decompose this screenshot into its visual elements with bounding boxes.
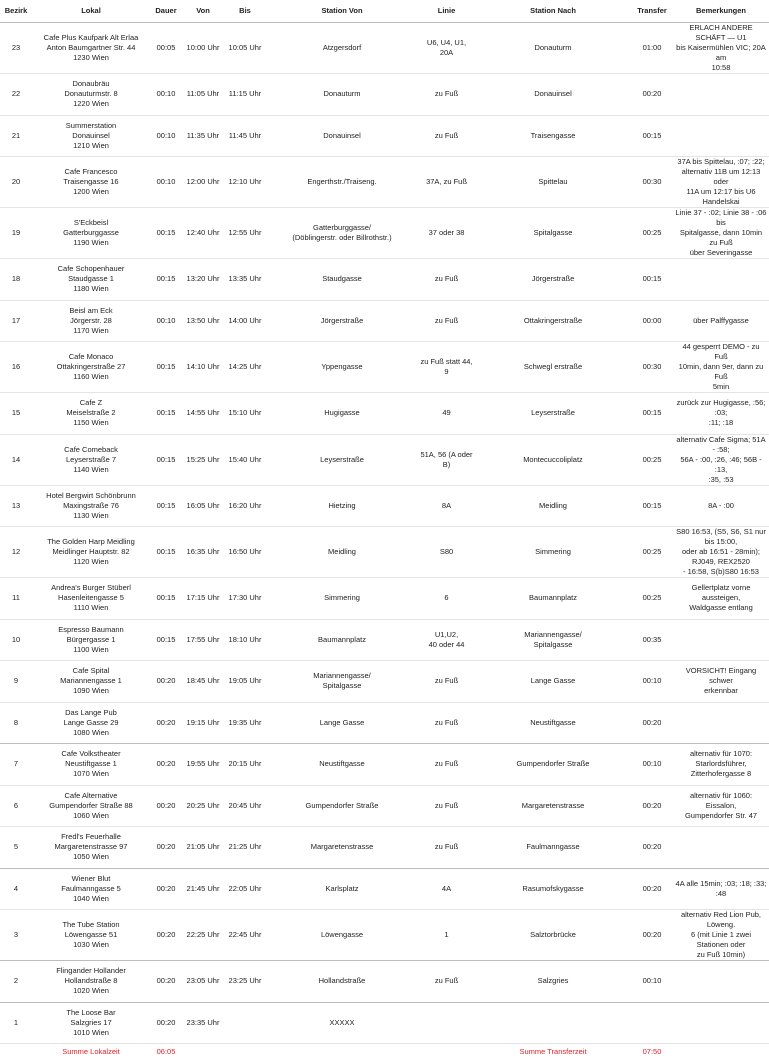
cell-transfer: 00:30 bbox=[631, 157, 673, 208]
cell-dauer: 00:20 bbox=[150, 961, 182, 1003]
cell-linie: 49 bbox=[418, 393, 475, 435]
cell-lokal: Das Lange Pub Lange Gasse 29 1080 Wien bbox=[32, 702, 150, 744]
cell-transfer: 00:15 bbox=[631, 485, 673, 527]
cell-linie: 4A bbox=[418, 868, 475, 910]
cell-transfer: 00:20 bbox=[631, 74, 673, 116]
cell-dauer: 00:20 bbox=[150, 868, 182, 910]
cell-station-nach: Meidling bbox=[475, 485, 631, 527]
cell-von: 13:20 Uhr bbox=[182, 259, 224, 301]
table-row bbox=[0, 208, 769, 259]
cell-bemerkungen: ERLACH ANDERE SCHÄFT — U1 bis Kaisermühlen VIC; 20A am 10:58 bbox=[673, 23, 769, 74]
cell-bemerkungen bbox=[673, 702, 769, 744]
cell-bezirk: 4 bbox=[0, 868, 32, 910]
cell-bezirk: 19 bbox=[0, 208, 32, 259]
summe-transferzeit-label: Summe Transferzeit bbox=[519, 1046, 587, 1056]
cell-station-nach: Neustiftgasse bbox=[475, 702, 631, 744]
cell-transfer: 00:10 bbox=[631, 744, 673, 786]
cell-lokal: Cafe Francesco Traisengasse 16 1200 Wien bbox=[32, 157, 150, 208]
cell-linie: 8A bbox=[418, 485, 475, 527]
cell-bemerkungen: 4A alle 15min; :03; :18; :33; :48 bbox=[673, 868, 769, 910]
table-row bbox=[0, 157, 769, 208]
cell-bemerkungen: alternativ für 1060: Eissalon, Gumpendorfer Str. 47 bbox=[673, 785, 769, 827]
cell-linie: zu Fuß bbox=[418, 785, 475, 827]
cell-von: 14:10 Uhr bbox=[182, 342, 224, 393]
cell-lokal: Cafe Schopenhauer Staudgasse 1 1180 Wien bbox=[32, 259, 150, 301]
cell-von: 12:40 Uhr bbox=[182, 208, 224, 259]
cell-station-nach: Salzgries bbox=[475, 961, 631, 1003]
cell-bis bbox=[224, 1002, 266, 1044]
cell-transfer: 00:15 bbox=[631, 259, 673, 301]
cell-station-nach: Margaretenstrasse bbox=[475, 785, 631, 827]
cell-von: 21:45 Uhr bbox=[182, 868, 224, 910]
cell-lokal: The Golden Harp Meidling Meidlinger Hauptstr. 82 1120 Wien bbox=[32, 527, 150, 578]
cell-linie: 37A, zu Fuß bbox=[418, 157, 475, 208]
cell-station-von: Donauinsel bbox=[266, 115, 418, 157]
table-row bbox=[0, 910, 769, 961]
cell-dauer: 00:20 bbox=[150, 910, 182, 961]
cell-transfer: 00:20 bbox=[631, 702, 673, 744]
cell-linie: zu Fuß bbox=[418, 300, 475, 342]
cell-bezirk: 7 bbox=[0, 744, 32, 786]
cell-transfer: 00:15 bbox=[631, 115, 673, 157]
cell-station-von: Lange Gasse bbox=[266, 702, 418, 744]
cell-linie: zu Fuß bbox=[418, 661, 475, 703]
cell-station-nach: Jörgerstraße bbox=[475, 259, 631, 301]
cell-bis: 16:50 Uhr bbox=[224, 527, 266, 578]
cell-dauer: 00:15 bbox=[150, 208, 182, 259]
header-station-von: Station Von bbox=[266, 0, 418, 23]
cell-bemerkungen: alternativ Cafe Sigma; 51A - :58; 56A - :00, :26, :46; 56B - :13, :35, :53 bbox=[673, 434, 769, 485]
cell-von: 16:05 Uhr bbox=[182, 485, 224, 527]
cell-bis: 19:05 Uhr bbox=[224, 661, 266, 703]
cell-bis: 12:10 Uhr bbox=[224, 157, 266, 208]
cell-von: 17:55 Uhr bbox=[182, 619, 224, 661]
cell-bezirk: 21 bbox=[0, 115, 32, 157]
cell-station-von: Baumannplatz bbox=[266, 619, 418, 661]
cell-dauer: 00:15 bbox=[150, 342, 182, 393]
cell-station-von: Donauturm bbox=[266, 74, 418, 116]
cell-bis: 10:05 Uhr bbox=[224, 23, 266, 74]
table-row bbox=[0, 485, 769, 527]
cell-lokal: Flingander Hollander Hollandstraße 8 1020 Wien bbox=[32, 961, 150, 1003]
cell-bezirk: 15 bbox=[0, 393, 32, 435]
cell-station-von: Jörgerstraße bbox=[266, 300, 418, 342]
summe-lokalzeit-value: 06:05 bbox=[156, 1046, 176, 1056]
cell-bemerkungen: zurück zur Hugigasse, :56; :03; :11; :18 bbox=[673, 393, 769, 435]
cell-bemerkungen bbox=[673, 827, 769, 869]
cell-dauer: 00:20 bbox=[150, 744, 182, 786]
cell-lokal: S'Eckbeisl Gatterburggasse 1190 Wien bbox=[32, 208, 150, 259]
cell-linie: U1,U2, 40 oder 44 bbox=[418, 619, 475, 661]
cell-bezirk: 17 bbox=[0, 300, 32, 342]
cell-dauer: 00:15 bbox=[150, 259, 182, 301]
cell-transfer: 00:00 bbox=[631, 300, 673, 342]
cell-dauer: 00:20 bbox=[150, 827, 182, 869]
table-row bbox=[0, 961, 769, 1003]
cell-lokal: Cafe Spital Mariannengasse 1 1090 Wien bbox=[32, 661, 150, 703]
cell-bemerkungen: 44 gesperrt DEMO - zu Fuß 10min, dann 9er, dann zu Fuß 5min bbox=[673, 342, 769, 393]
table-row bbox=[0, 115, 769, 157]
cell-bemerkungen bbox=[673, 961, 769, 1003]
cell-lokal: Cafe Monaco Ottakringerstraße 27 1160 Wien bbox=[32, 342, 150, 393]
cell-dauer: 00:20 bbox=[150, 785, 182, 827]
table-row bbox=[0, 868, 769, 910]
cell-bezirk: 18 bbox=[0, 259, 32, 301]
cell-transfer: 00:20 bbox=[631, 785, 673, 827]
cell-von: 11:05 Uhr bbox=[182, 74, 224, 116]
cell-von: 18:45 Uhr bbox=[182, 661, 224, 703]
cell-bemerkungen: VORSICHT! Eingang schwer erkennbar bbox=[673, 661, 769, 703]
cell-lokal: Wiener Blut Faulmanngasse 5 1040 Wien bbox=[32, 868, 150, 910]
cell-station-von: Karlsplatz bbox=[266, 868, 418, 910]
table-row bbox=[0, 744, 769, 786]
cell-dauer: 00:10 bbox=[150, 157, 182, 208]
cell-station-von: Mariannengasse/ Spitalgasse bbox=[266, 661, 418, 703]
cell-transfer: 00:35 bbox=[631, 619, 673, 661]
cell-transfer: 00:10 bbox=[631, 961, 673, 1003]
header-row bbox=[0, 0, 769, 23]
cell-bezirk: 2 bbox=[0, 961, 32, 1003]
cell-dauer: 00:10 bbox=[150, 300, 182, 342]
cell-bezirk: 20 bbox=[0, 157, 32, 208]
cell-bezirk: 3 bbox=[0, 910, 32, 961]
cell-station-von: Margaretenstrasse bbox=[266, 827, 418, 869]
cell-bis: 11:45 Uhr bbox=[224, 115, 266, 157]
cell-station-nach: Baumannplatz bbox=[475, 578, 631, 620]
cell-station-nach: Ottakringerstraße bbox=[475, 300, 631, 342]
cell-station-nach: Montecuccoliplatz bbox=[475, 434, 631, 485]
cell-lokal: Hotel Bergwirt Schönbrunn Maxingstraße 76 1130 Wien bbox=[32, 485, 150, 527]
cell-dauer: 00:20 bbox=[150, 702, 182, 744]
cell-bemerkungen bbox=[673, 259, 769, 301]
cell-station-von: Hietzing bbox=[266, 485, 418, 527]
cell-von: 14:55 Uhr bbox=[182, 393, 224, 435]
summary-row bbox=[0, 1044, 769, 1060]
cell-bis: 14:25 Uhr bbox=[224, 342, 266, 393]
cell-bis: 15:40 Uhr bbox=[224, 434, 266, 485]
cell-bemerkungen: alternativ für 1070: Starlordsführer, Zitterhofergasse 8 bbox=[673, 744, 769, 786]
cell-lokal: The Tube Station Löwengasse 51 1030 Wien bbox=[32, 910, 150, 961]
cell-lokal: Espresso Baumann Bürgergasse 1 1100 Wien bbox=[32, 619, 150, 661]
cell-bezirk: 8 bbox=[0, 702, 32, 744]
cell-bemerkungen bbox=[673, 115, 769, 157]
cell-linie: 37 oder 38 bbox=[418, 208, 475, 259]
cell-bemerkungen: über Palffygasse bbox=[673, 300, 769, 342]
cell-bemerkungen bbox=[673, 74, 769, 116]
cell-bemerkungen bbox=[673, 619, 769, 661]
cell-lokal: Cafe Comeback Leyserstraße 7 1140 Wien bbox=[32, 434, 150, 485]
cell-transfer: 00:15 bbox=[631, 393, 673, 435]
cell-lokal: Fredl's Feuerhalle Margaretenstrasse 97 1050 Wien bbox=[32, 827, 150, 869]
cell-bemerkungen bbox=[673, 1002, 769, 1044]
cell-station-nach: Gumpendorfer Straße bbox=[475, 744, 631, 786]
cell-dauer: 00:15 bbox=[150, 434, 182, 485]
cell-bezirk: 22 bbox=[0, 74, 32, 116]
cell-bezirk: 14 bbox=[0, 434, 32, 485]
header-lokal: Lokal bbox=[32, 0, 150, 23]
table-row bbox=[0, 259, 769, 301]
cell-station-nach: Donauturm bbox=[475, 23, 631, 74]
cell-dauer: 00:15 bbox=[150, 485, 182, 527]
table-row bbox=[0, 827, 769, 869]
cell-von: 12:00 Uhr bbox=[182, 157, 224, 208]
cell-transfer: 00:25 bbox=[631, 527, 673, 578]
cell-bezirk: 1 bbox=[0, 1002, 32, 1044]
cell-bemerkungen: alternativ Red Lion Pub, Löweng. 6 (mit Linie 1 zwei Stationen oder zu Fuß 10min) bbox=[673, 910, 769, 961]
cell-dauer: 00:10 bbox=[150, 115, 182, 157]
cell-von: 21:05 Uhr bbox=[182, 827, 224, 869]
cell-transfer: 00:20 bbox=[631, 868, 673, 910]
cell-transfer: 00:20 bbox=[631, 827, 673, 869]
cell-von: 20:25 Uhr bbox=[182, 785, 224, 827]
cell-dauer: 00:20 bbox=[150, 661, 182, 703]
cell-station-nach: Schwegl erstraße bbox=[475, 342, 631, 393]
cell-bis: 19:35 Uhr bbox=[224, 702, 266, 744]
cell-station-von: Gatterburggasse/ (Döblingerstr. oder Billrothstr.) bbox=[266, 208, 418, 259]
cell-linie: zu Fuß bbox=[418, 115, 475, 157]
cell-linie: zu Fuß bbox=[418, 961, 475, 1003]
cell-station-von: Meidling bbox=[266, 527, 418, 578]
header-von: Von bbox=[182, 0, 224, 23]
cell-station-nach: Lange Gasse bbox=[475, 661, 631, 703]
cell-lokal: Cafe Plus Kaufpark Alt Erlaa Anton Baumgartner Str. 44 1230 Wien bbox=[32, 23, 150, 74]
cell-linie: 51A, 56 (A oder B) bbox=[418, 434, 475, 485]
cell-station-nach: Spittelau bbox=[475, 157, 631, 208]
cell-von: 13:50 Uhr bbox=[182, 300, 224, 342]
cell-von: 15:25 Uhr bbox=[182, 434, 224, 485]
cell-transfer: 00:25 bbox=[631, 208, 673, 259]
cell-station-nach: Donauinsel bbox=[475, 74, 631, 116]
cell-transfer: 00:25 bbox=[631, 434, 673, 485]
cell-bis: 12:55 Uhr bbox=[224, 208, 266, 259]
cell-transfer: 01:00 bbox=[631, 23, 673, 74]
cell-station-nach: Mariannengasse/ Spitalgasse bbox=[475, 619, 631, 661]
cell-station-nach: Spitalgasse bbox=[475, 208, 631, 259]
cell-bemerkungen: S80 16:53, (S5, S6, S1 nur bis 15:00, oder ab 16:51 - 28min); RJ049, REX2520 - 16:58, S(b)S80 16:53 bbox=[673, 527, 769, 578]
cell-dauer: 00:15 bbox=[150, 578, 182, 620]
cell-station-von: XXXXX bbox=[266, 1002, 418, 1044]
header-dauer: Dauer bbox=[150, 0, 182, 23]
cell-lokal: Summerstation Donauinsel 1210 Wien bbox=[32, 115, 150, 157]
cell-station-von: Löwengasse bbox=[266, 910, 418, 961]
cell-bezirk: 12 bbox=[0, 527, 32, 578]
cell-transfer: 00:30 bbox=[631, 342, 673, 393]
cell-linie: zu Fuß bbox=[418, 744, 475, 786]
cell-dauer: 00:15 bbox=[150, 619, 182, 661]
cell-dauer: 00:05 bbox=[150, 23, 182, 74]
header-station-nach: Station Nach bbox=[475, 0, 631, 23]
cell-lokal: Cafe Z Meiselstraße 2 1150 Wien bbox=[32, 393, 150, 435]
cell-linie: zu Fuß statt 44, 9 bbox=[418, 342, 475, 393]
cell-linie: U6, U4, U1, 20A bbox=[418, 23, 475, 74]
cell-linie: 1 bbox=[418, 910, 475, 961]
cell-bemerkungen: 8A - :00 bbox=[673, 485, 769, 527]
cell-station-von: Engerthstr./Traiseng. bbox=[266, 157, 418, 208]
cell-dauer: 00:15 bbox=[150, 527, 182, 578]
table-row bbox=[0, 661, 769, 703]
table-row bbox=[0, 434, 769, 485]
header-bemerkungen: Bemerkungen bbox=[673, 0, 769, 23]
table-row bbox=[0, 578, 769, 620]
cell-lokal: Andrea's Burger Stüberl Hasenleitengasse 5 1110 Wien bbox=[32, 578, 150, 620]
cell-von: 23:35 Uhr bbox=[182, 1002, 224, 1044]
cell-bis: 22:05 Uhr bbox=[224, 868, 266, 910]
header-bis: Bis bbox=[224, 0, 266, 23]
table-row bbox=[0, 619, 769, 661]
table-row bbox=[0, 393, 769, 435]
cell-linie: zu Fuß bbox=[418, 259, 475, 301]
cell-bezirk: 16 bbox=[0, 342, 32, 393]
cell-lokal: The Loose Bar Salzgries 17 1010 Wien bbox=[32, 1002, 150, 1044]
cell-station-nach: Simmering bbox=[475, 527, 631, 578]
cell-von: 22:25 Uhr bbox=[182, 910, 224, 961]
cell-dauer: 00:10 bbox=[150, 74, 182, 116]
cell-bezirk: 9 bbox=[0, 661, 32, 703]
cell-station-nach: Traisengasse bbox=[475, 115, 631, 157]
cell-bis: 16:20 Uhr bbox=[224, 485, 266, 527]
cell-transfer bbox=[631, 1002, 673, 1044]
cell-dauer: 00:20 bbox=[150, 1002, 182, 1044]
cell-transfer: 00:25 bbox=[631, 578, 673, 620]
cell-von: 23:05 Uhr bbox=[182, 961, 224, 1003]
cell-station-nach: Rasumofskygasse bbox=[475, 868, 631, 910]
header-transfer: Transfer bbox=[631, 0, 673, 23]
cell-von: 16:35 Uhr bbox=[182, 527, 224, 578]
table-row bbox=[0, 527, 769, 578]
cell-bis: 20:45 Uhr bbox=[224, 785, 266, 827]
cell-station-von: Yppengasse bbox=[266, 342, 418, 393]
table-row bbox=[0, 74, 769, 116]
table-row bbox=[0, 1002, 769, 1044]
cell-bis: 13:35 Uhr bbox=[224, 259, 266, 301]
cell-station-nach bbox=[475, 1002, 631, 1044]
cell-lokal: Cafe Alternative Gumpendorfer Straße 88 1060 Wien bbox=[32, 785, 150, 827]
cell-bis: 11:15 Uhr bbox=[224, 74, 266, 116]
cell-von: 17:15 Uhr bbox=[182, 578, 224, 620]
cell-von: 19:15 Uhr bbox=[182, 702, 224, 744]
cell-station-von: Atzgersdorf bbox=[266, 23, 418, 74]
header-linie: Linie bbox=[418, 0, 475, 23]
cell-station-von: Neustiftgasse bbox=[266, 744, 418, 786]
cell-bezirk: 10 bbox=[0, 619, 32, 661]
cell-lokal: Cafe Volkstheater Neustiftgasse 1 1070 Wien bbox=[32, 744, 150, 786]
cell-station-von: Hollandstraße bbox=[266, 961, 418, 1003]
cell-transfer: 00:20 bbox=[631, 910, 673, 961]
cell-von: 19:55 Uhr bbox=[182, 744, 224, 786]
cell-bis: 22:45 Uhr bbox=[224, 910, 266, 961]
table-row bbox=[0, 23, 769, 74]
summe-transferzeit-value: 07:50 bbox=[642, 1046, 662, 1056]
cell-bemerkungen: Linie 37 - :02; Linie 38 - :06 bis Spitalgasse, dann 10min zu Fuß über Severingasse bbox=[673, 208, 769, 259]
cell-station-von: Gumpendorfer Straße bbox=[266, 785, 418, 827]
cell-linie bbox=[418, 1002, 475, 1044]
cell-bis: 21:25 Uhr bbox=[224, 827, 266, 869]
cell-bis: 14:00 Uhr bbox=[224, 300, 266, 342]
cell-dauer: 00:15 bbox=[150, 393, 182, 435]
table-row bbox=[0, 785, 769, 827]
cell-transfer: 00:10 bbox=[631, 661, 673, 703]
table-row bbox=[0, 300, 769, 342]
cell-von: 10:00 Uhr bbox=[182, 23, 224, 74]
cell-bis: 23:25 Uhr bbox=[224, 961, 266, 1003]
cell-bezirk: 6 bbox=[0, 785, 32, 827]
cell-linie: zu Fuß bbox=[418, 74, 475, 116]
cell-station-von: Simmering bbox=[266, 578, 418, 620]
table-row bbox=[0, 702, 769, 744]
cell-station-nach: Leyserstraße bbox=[475, 393, 631, 435]
cell-station-von: Leyserstraße bbox=[266, 434, 418, 485]
cell-station-nach: Salztorbrücke bbox=[475, 910, 631, 961]
cell-linie: zu Fuß bbox=[418, 827, 475, 869]
cell-linie: zu Fuß bbox=[418, 702, 475, 744]
cell-station-nach: Faulmanngasse bbox=[475, 827, 631, 869]
cell-bis: 17:30 Uhr bbox=[224, 578, 266, 620]
cell-bis: 20:15 Uhr bbox=[224, 744, 266, 786]
cell-bemerkungen: Gellertplatz vorne aussteigen, Waldgasse entlang bbox=[673, 578, 769, 620]
cell-bemerkungen: 37A bis Spittelau, :07; :22; alternativ 11B um 12:13 oder 11A um 12:17 bis U6 Handelskai bbox=[673, 157, 769, 208]
summe-lokalzeit-label: Summe Lokalzeit bbox=[62, 1046, 120, 1056]
cell-lokal: Donaubräu Donauturmstr. 8 1220 Wien bbox=[32, 74, 150, 116]
cell-lokal: Beisl am Eck Jörgerstr. 28 1170 Wien bbox=[32, 300, 150, 342]
cell-von: 11:35 Uhr bbox=[182, 115, 224, 157]
cell-station-von: Staudgasse bbox=[266, 259, 418, 301]
cell-bezirk: 23 bbox=[0, 23, 32, 74]
cell-bezirk: 5 bbox=[0, 827, 32, 869]
table-row bbox=[0, 342, 769, 393]
cell-bezirk: 13 bbox=[0, 485, 32, 527]
cell-linie: S80 bbox=[418, 527, 475, 578]
header-bezirk: Bezirk bbox=[0, 0, 32, 23]
cell-bis: 15:10 Uhr bbox=[224, 393, 266, 435]
cell-bezirk: 11 bbox=[0, 578, 32, 620]
cell-bis: 18:10 Uhr bbox=[224, 619, 266, 661]
cell-linie: 6 bbox=[418, 578, 475, 620]
cell-station-von: Hugigasse bbox=[266, 393, 418, 435]
